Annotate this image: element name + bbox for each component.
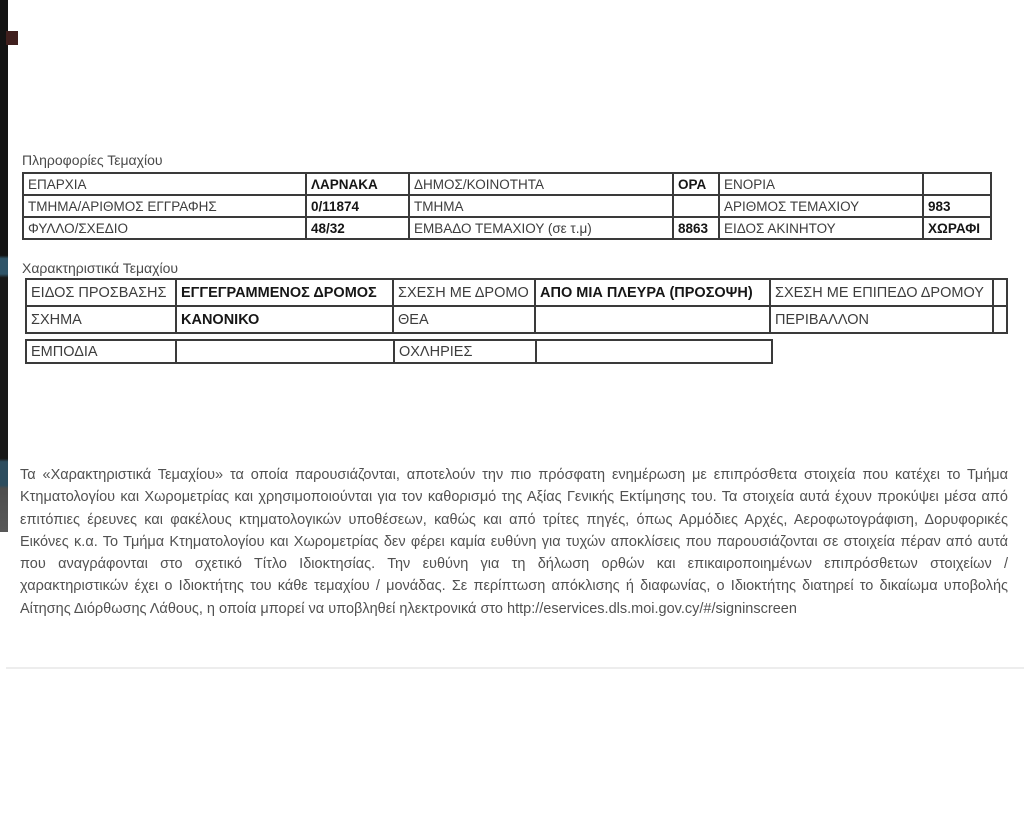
field-label-section: ΤΜΗΜΑ xyxy=(409,195,673,217)
field-value-property-type: ΧΩΡΑΦΙ xyxy=(923,217,991,239)
disclaimer-line: Κτηματολογίου και Χωρομετρίας και χρησιμοποιούνται για τον καθορισμό της Αξίας Γενικής Εκτίμησης του. Τα στοιχεία αυτά έχουν προκύψει μέσα από xyxy=(20,489,1008,506)
disclaimer-line: Εικόνες κ.α. Το Τμήμα Κτηματολογίου και Χωρομετρίας δεν φέρει καμία ευθύνη για τυχών αποκλίσεις που παρουσιάζονται σε στοιχεία πέραν από αυτά xyxy=(20,533,1008,550)
field-value-shape: ΚΑΝΟΝΙΚΟ xyxy=(176,306,393,333)
characteristics-table xyxy=(25,278,1008,334)
disclaimer-line-with-url: Αίτησης Διόρθωσης Λάθους, η οποία μπορεί να υποβληθεί ηλεκτρονικά στο http://eservices.dls.moi.gov.cy/#/signinscreen xyxy=(20,600,797,617)
field-value-parcel-area: 8863 xyxy=(673,217,719,239)
characteristics-row xyxy=(26,340,772,363)
bottom-divider xyxy=(6,667,1024,669)
field-value-municipality: ΟΡΑ xyxy=(673,173,719,195)
field-value-parish xyxy=(923,173,991,195)
field-value-environment xyxy=(993,306,1007,333)
parcel-info-title: Πληροφορίες Τεμαχίου xyxy=(22,152,163,168)
characteristics-row xyxy=(26,306,1007,333)
field-label-property-type: ΕΙΔΟΣ ΑΚΙΝΗΤΟΥ xyxy=(719,217,923,239)
disclaimer-line: Τα «Χαρακτηριστικά Τεμαχίου» τα οποία παρουσιάζονται, αποτελούν την πιο πρόσφατη ενημέρωση με επιπρόσθετα στοιχεία που κατέχει το Τμήμα xyxy=(20,467,1008,483)
field-value-view xyxy=(535,306,770,333)
field-label-municipality: ΔΗΜΟΣ/ΚΟΙΝΟΤΗΤΑ xyxy=(409,173,673,195)
field-value-road-relation: ΑΠΟ ΜΙΑ ΠΛΕΥΡΑ (ΠΡΟΣΟΨΗ) xyxy=(535,279,770,306)
corner-mark xyxy=(6,31,18,45)
disclaimer-line: χαρακτηριστικών έχει ο Ιδιοκτήτης του κάθε τεμαχίου / μονάδας. Σε περίπτωση απόκλισης ή διαφωνίας, ο Ιδιοκτήτης διατηρεί το δικαίωμα υποβολής xyxy=(20,578,1008,595)
characteristics-title: Χαρακτηριστικά Τεμαχίου xyxy=(22,260,179,276)
field-label-view: ΘΕΑ xyxy=(393,306,535,333)
field-value-obstacles xyxy=(176,340,394,363)
field-label-environment: ΠΕΡΙΒΑΛΛΟΝ xyxy=(770,306,993,333)
field-label-nuisances: ΟΧΛΗΡΙΕΣ xyxy=(394,340,536,363)
field-value-access-type: ΕΓΓΕΓΡΑΜΜΕΝΟΣ ΔΡΟΜΟΣ xyxy=(176,279,393,306)
field-label-road-level-relation: ΣΧΕΣΗ ΜΕ ΕΠΙΠΕΔΟ ΔΡΟΜΟΥ xyxy=(770,279,993,306)
field-value-road-level-relation xyxy=(993,279,1007,306)
field-label-parcel-area: ΕΜΒΑΔΟ ΤΕΜΑΧΙΟΥ (σε τ.μ) xyxy=(409,217,673,239)
field-label-registration-number: ΤΜΗΜΑ/ΑΡΙΘΜΟΣ ΕΓΓΡΑΦΗΣ xyxy=(23,195,306,217)
field-label-parcel-number: ΑΡΙΘΜΟΣ ΤΕΜΑΧΙΟΥ xyxy=(719,195,923,217)
field-label-obstacles: ΕΜΠΟΔΙΑ xyxy=(26,340,176,363)
parcel-info-row xyxy=(23,217,991,239)
field-label-district: ΕΠΑΡΧΙΑ xyxy=(23,173,306,195)
disclaimer-paragraph xyxy=(20,464,1008,620)
disclaimer-line: επιτόπιες έρευνες και φακέλους κτηματολογικών υποθέσεων, καθώς και από τρίτες πηγές, όπως Αρμόδιες Αρχές, Αεροφωτογράφιση, Δορυφορικές xyxy=(20,511,1008,528)
parcel-info-row xyxy=(23,173,991,195)
field-label-access-type: ΕΙΔΟΣ ΠΡΟΣΒΑΣΗΣ xyxy=(26,279,176,306)
field-value-nuisances xyxy=(536,340,772,363)
disclaimer-line: που αναγράφονται στο σχετικό Τίτλο Ιδιοκτησίας. Την ευθύνη για τη δήλωση ορθών και επικαιροποιημένων επιπρόσθετων στοιχείων / xyxy=(20,556,1008,573)
field-value-parcel-number: 983 xyxy=(923,195,991,217)
field-label-road-relation: ΣΧΕΣΗ ΜΕ ΔΡΟΜΟ xyxy=(393,279,535,306)
scanned-page-edge xyxy=(0,0,8,532)
field-label-parish: ΕΝΟΡΙΑ xyxy=(719,173,923,195)
characteristics-table-row3 xyxy=(25,339,773,364)
field-value-section xyxy=(673,195,719,217)
field-value-sheet-plan: 48/32 xyxy=(306,217,409,239)
field-label-shape: ΣΧΗΜΑ xyxy=(26,306,176,333)
field-label-sheet-plan: ΦΥΛΛΟ/ΣΧΕΔΙΟ xyxy=(23,217,306,239)
parcel-info-row xyxy=(23,195,991,217)
field-value-district: ΛΑΡΝΑΚΑ xyxy=(306,173,409,195)
field-value-registration-number: 0/11874 xyxy=(306,195,409,217)
characteristics-row xyxy=(26,279,1007,306)
parcel-info-table xyxy=(22,172,992,240)
